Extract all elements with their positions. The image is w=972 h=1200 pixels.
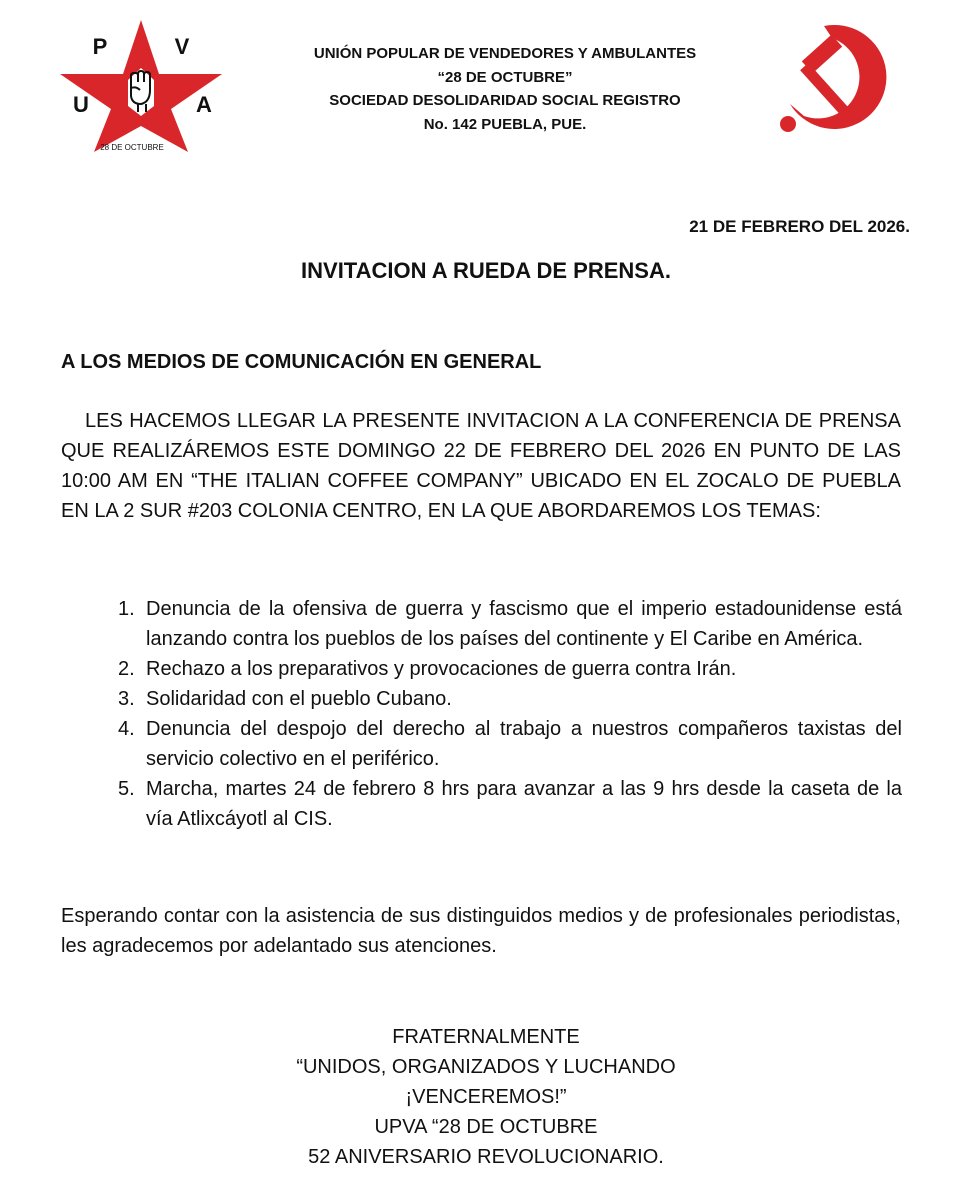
list-number: 5. xyxy=(118,778,135,800)
intro-text: LES HACEMOS LLEGAR LA PRESENTE INVITACION A LA CONFERENCIA DE PRENSA QUE REALIZÁREMOS ESTE DOMINGO 22 DE FEBRERO DEL 2026 EN PUNTO DE LAS 10:00 AM EN “THE ITALIAN COFFEE COMPANY” UBICADO EN EL ZOCALO DE PUEBLA EN LA 2 SUR #203 COLONIA CENTRO, EN LA QUE ABORDAREMOS LOS TEMAS: xyxy=(61,410,901,522)
logo-letter-u: U xyxy=(73,92,89,117)
signature-block xyxy=(0,1022,972,1172)
intro-paragraph xyxy=(61,406,901,526)
red-star-raised-fist-icon xyxy=(58,18,224,158)
list-text: Denuncia de la ofensiva de guerra y fascismo que el imperio estadounidense está lanzando contra los pueblos de los países del continente y El Caribe en América. xyxy=(146,598,902,650)
list-number: 2. xyxy=(118,658,135,680)
document-title: INVITACION A RUEDA DE PRENSA. xyxy=(301,258,671,283)
header-line-1: UNIÓN POPULAR DE VENDEDORES Y AMBULANTES xyxy=(313,45,697,62)
list-item xyxy=(118,774,902,834)
logo-letter-v: V xyxy=(174,34,190,59)
list-text: Denuncia del despojo del derecho al trabajo a nuestros compañeros taxistas del servicio colectivo en el periférico. xyxy=(146,718,902,770)
signature-line-1: FRATERNALMENTE xyxy=(392,1026,580,1048)
recipient-line: A LOS MEDIOS DE COMUNICACIÓN EN GENERAL xyxy=(61,351,542,373)
list-text: Solidaridad con el pueblo Cubano. xyxy=(146,688,452,710)
logo-caption: 28 DE OCTUBRE xyxy=(100,143,164,152)
list-item xyxy=(118,714,902,774)
list-text: Rechazo a los preparativos y provocaciones de guerra contra Irán. xyxy=(146,658,737,680)
list-text: Marcha, martes 24 de febrero 8 hrs para avanzar a las 9 hrs desde la caseta de la vía Atlixcáyotl al CIS. xyxy=(146,778,902,830)
upva-logo xyxy=(58,18,224,158)
list-number: 4. xyxy=(118,718,135,740)
signature-line-4: UPVA “28 DE OCTUBRE xyxy=(374,1116,598,1138)
signature-line-5: 52 ANIVERSARIO REVOLUCIONARIO. xyxy=(308,1146,664,1168)
document-date: 21 DE FEBRERO DEL 2026. xyxy=(689,217,910,236)
logo-letter-a: A xyxy=(196,92,212,117)
header-line-2: “28 DE OCTUBRE” xyxy=(437,68,573,86)
hammer-sickle-emblem xyxy=(776,20,896,134)
topics-list xyxy=(118,594,902,834)
header-line-3: SOCIEDAD DESOLIDARIDAD SOCIAL REGISTRO xyxy=(329,92,681,109)
signature-line-2: “UNIDOS, ORGANIZADOS Y LUCHANDO xyxy=(296,1056,676,1078)
list-number: 3. xyxy=(118,688,135,710)
header-line-4: No. 142 PUEBLA, PUE. xyxy=(423,115,587,133)
signature-line-3: ¡VENCEREMOS!” xyxy=(405,1086,567,1108)
hammer-and-sickle-icon xyxy=(776,20,896,134)
organization-header xyxy=(250,42,760,136)
list-number: 1. xyxy=(118,598,135,620)
list-item xyxy=(118,684,902,714)
logo-letter-p: P xyxy=(92,34,108,59)
list-item xyxy=(118,594,902,654)
closing-paragraph: Esperando contar con la asistencia de sus distinguidos medios y de profesionales periodistas, les agradecemos por adelantado sus atenciones. xyxy=(61,905,901,957)
list-item xyxy=(118,654,902,684)
